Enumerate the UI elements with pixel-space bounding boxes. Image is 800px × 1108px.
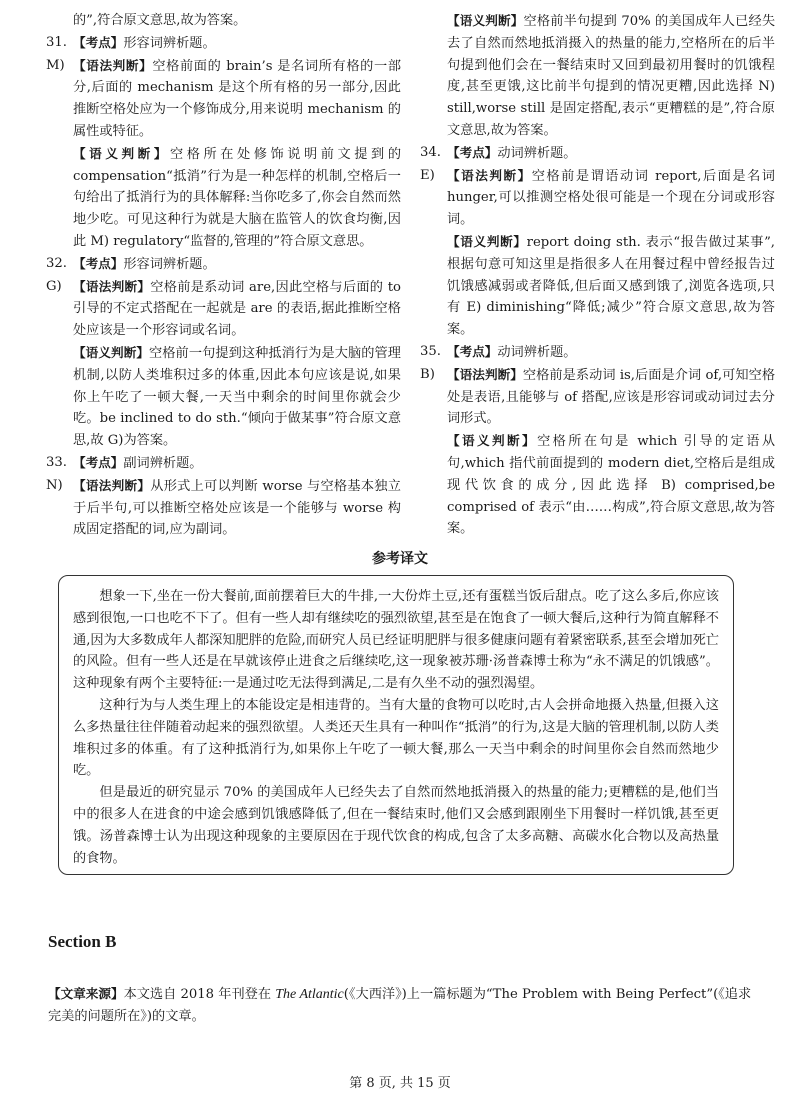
- right-column: [420, 10, 775, 540]
- item-text: 空格前面的 brain’s 是名词所有格的一部分,后面的 mechanism 是这个所有格的另一部分,因此推断空格处应为一个修饰成分,用来说明 mechanism 的属性或特征。: [73, 58, 402, 139]
- continuation-text: [46, 10, 401, 32]
- item-text: 从形式上可以判断 worse 与空格基本独立于后半句,可以推断空格处应该是一个能够与 worse 构成固定搭配的词,应为副词。: [73, 478, 401, 538]
- item-text: 空格前半句提到 70% 的美国成年人已经失去了自然而然地抵消摄入的热量的能力,空格所在的后半句提到他们会在一餐结束时又回到最初用餐时的饥饿程度,甚至更饿,这比前半句提到的情况更糟,因此选择 N) still,worse still 是固定搭配,表示“更糟糕的是”,符合原文意思,故为答案。: [447, 14, 776, 138]
- left-column: [46, 10, 401, 541]
- answer-item: [46, 55, 401, 143]
- item-text: 空格所在处修饰说明前文提到的 compensation“抵消”行为是一种怎样的机制,空格后一句给出了抵消行为的具体解释:当你吃多了,你会自然而然地少吃。可见这种行为就是大脑在监管人的饮食均衡,因此 M) regulatory“监督的,管理的”符合原文意思。: [73, 146, 402, 249]
- translation-heading: 参考译文: [372, 551, 428, 567]
- answer-item: [46, 276, 401, 342]
- item-tag: 【语法判断】: [73, 278, 151, 294]
- item-tag: 【考点】: [73, 34, 124, 50]
- answer-sub-item: [46, 143, 401, 253]
- item-number: M): [46, 57, 65, 73]
- item-tag: 【语义判断】: [73, 145, 170, 161]
- item-number: E): [420, 167, 435, 183]
- answer-item: [46, 32, 401, 55]
- item-tag: 【语法判断】: [73, 477, 151, 493]
- translation-box: [58, 575, 734, 875]
- source-pre: 本文选自 2018 年刊登在: [123, 987, 276, 1002]
- item-text: report doing sth. 表示“报告做过某事”,根据句意可知这里是指很多人在用餐过程中曾经报告过饥饿感减弱或者降低,但后面又感到饿了,浏览各选项,只有 E) diminishing“降低;减少”符合原文意思,故为答案。: [447, 234, 776, 338]
- answer-item: [420, 165, 775, 231]
- item-text: 形容词辨析题。: [123, 35, 216, 51]
- translation-paragraph-3: 但是最近的研究显示 70% 的美国成年人已经失去了自然而然地抵消摄入的热量的能力;更糟糕的是,他们当中的很多人在进食的中途会感到饥饿感降低了,但在一餐结束时,他们又会感到跟刚坐下用餐时一样饥饿,甚至更饿。汤普森博士认为出现这种现象的主要原因在于现代饮食的构成,包含了太多高糖、高碳水化合物以及高热量的食物。: [73, 785, 719, 866]
- item-tag: 【语义判断】: [447, 233, 527, 249]
- item-number: 34.: [420, 144, 441, 160]
- item-text: 动词辨析题。: [497, 145, 577, 161]
- answer-item: [420, 142, 775, 165]
- answer-item: [46, 452, 401, 475]
- answer-item: [420, 364, 775, 430]
- item-text: 空格所在句是 which 引导的定语从句,which 指代前面提到的 modern diet,空格后是组成现代饮食的成分,因此选择 B) comprised,be comprised of 表示“由……构成”,符合原文意思,故为答案。: [447, 434, 776, 537]
- item-number: N): [46, 477, 63, 493]
- section-b-title: Section B: [48, 932, 117, 951]
- source-journal: The Atlantic: [275, 987, 344, 1002]
- item-tag: 【考点】: [73, 255, 124, 271]
- answer-sub-item: [46, 342, 401, 452]
- item-text: 形容词辨析题。: [123, 256, 216, 272]
- item-number: 33.: [46, 454, 67, 470]
- item-text: 空格前一句提到这种抵消行为是大脑的管理机制,以防人类堆积过多的体重,因此本句应该是说,如果你上午吃了一顿大餐,一天当中剩余的时间里你就会少吃。be inclined to do sth.“倾向于做某事”符合原文意思,故 G)为答案。: [73, 345, 401, 449]
- item-number: 31.: [46, 34, 67, 50]
- item-text: 空格前是系动词 is,后面是介词 of,可知空格处是表语,且能够与 of 搭配,应该是形容词或动词过去分词形式。: [447, 367, 776, 427]
- item-number: 32.: [46, 255, 67, 271]
- item-tag: 【语法判断】: [73, 57, 153, 73]
- item-tag: 【语法判断】: [447, 167, 532, 183]
- page-footer: 第 8 页, 共 15 页: [349, 1076, 451, 1091]
- article-source: [48, 983, 760, 1028]
- answer-sub-item: [420, 430, 775, 540]
- answer-item: [46, 475, 401, 541]
- item-tag: 【考点】: [73, 454, 124, 470]
- item-tag: 【语义判断】: [447, 433, 538, 449]
- source-tag: 【文章来源】: [48, 986, 124, 1001]
- item-tag: 【考点】: [447, 144, 498, 160]
- continuation-text-body: 的”,符合原文意思,故为答案。: [73, 13, 247, 28]
- translation-paragraph-2: 这种行为与人类生理上的本能设定是相违背的。当有大量的食物可以吃时,古人会拼命地摄入热量,但摄入这么多热量往往伴随着动起来的强烈欲望。人类还天生具有一种叫作“抵消”的行为,这是大脑的管理机制,以防人类堆积过多的体重。有了这种抵消行为,如果你上午吃了一顿大餐,那么一天当中剩余的时间里你会自然而然地少吃。: [73, 697, 719, 779]
- answer-item: [46, 253, 401, 276]
- item-number: 35.: [420, 343, 441, 359]
- item-text: 空格前是谓语动词 report,后面是名词 hunger,可以推测空格处很可能是一个现在分词或形容词。: [447, 168, 775, 228]
- item-text: 副词辨析题。: [123, 455, 203, 471]
- answer-item: [420, 341, 775, 364]
- source-post: (《大西洋》)上一篇标题为“The Problem with Being Perfect”(《追求完美的问题所在》)的文章。: [48, 987, 752, 1024]
- item-tag: 【语义判断】: [73, 344, 150, 360]
- item-number: B): [420, 366, 435, 382]
- answer-sub-item: [420, 231, 775, 341]
- item-text: 空格前是系动词 are,因此空格与后面的 to 引导的不定式搭配在一起就是 are 的表语,据此推断空格处应该是一个形容词或名词。: [73, 279, 401, 339]
- item-number: G): [46, 278, 62, 294]
- item-tag: 【语义判断】: [447, 13, 524, 28]
- translation-paragraph-1: 想象一下,坐在一份大餐前,面前摆着巨大的牛排,一大份炸土豆,还有蛋糕当饭后甜点。吃了这么多后,你应该感到很饱,一口也吃不下了。但有一些人却有继续吃的强烈欲望,甚至是在饱食了一顿大餐后,这种行为简直解释不通,因为大多数成年人都深知肥胖的危险,而研究人员已经证明肥胖与很多健康问题有着紧密联系,甚至会增加死亡的风险。但有一些人还是在早就该停止进食之后继续吃,这一现象被苏珊·汤普森博士称为“永不满足的饥饿感”。这种现象有两个主要特征:一是通过吃无法得到满足,二是有久坐不动的强烈渴望。: [73, 589, 719, 692]
- answer-sub-item: [420, 10, 775, 142]
- item-tag: 【语法判断】: [447, 366, 523, 382]
- item-tag: 【考点】: [447, 343, 498, 359]
- item-text: 动词辨析题。: [497, 344, 577, 360]
